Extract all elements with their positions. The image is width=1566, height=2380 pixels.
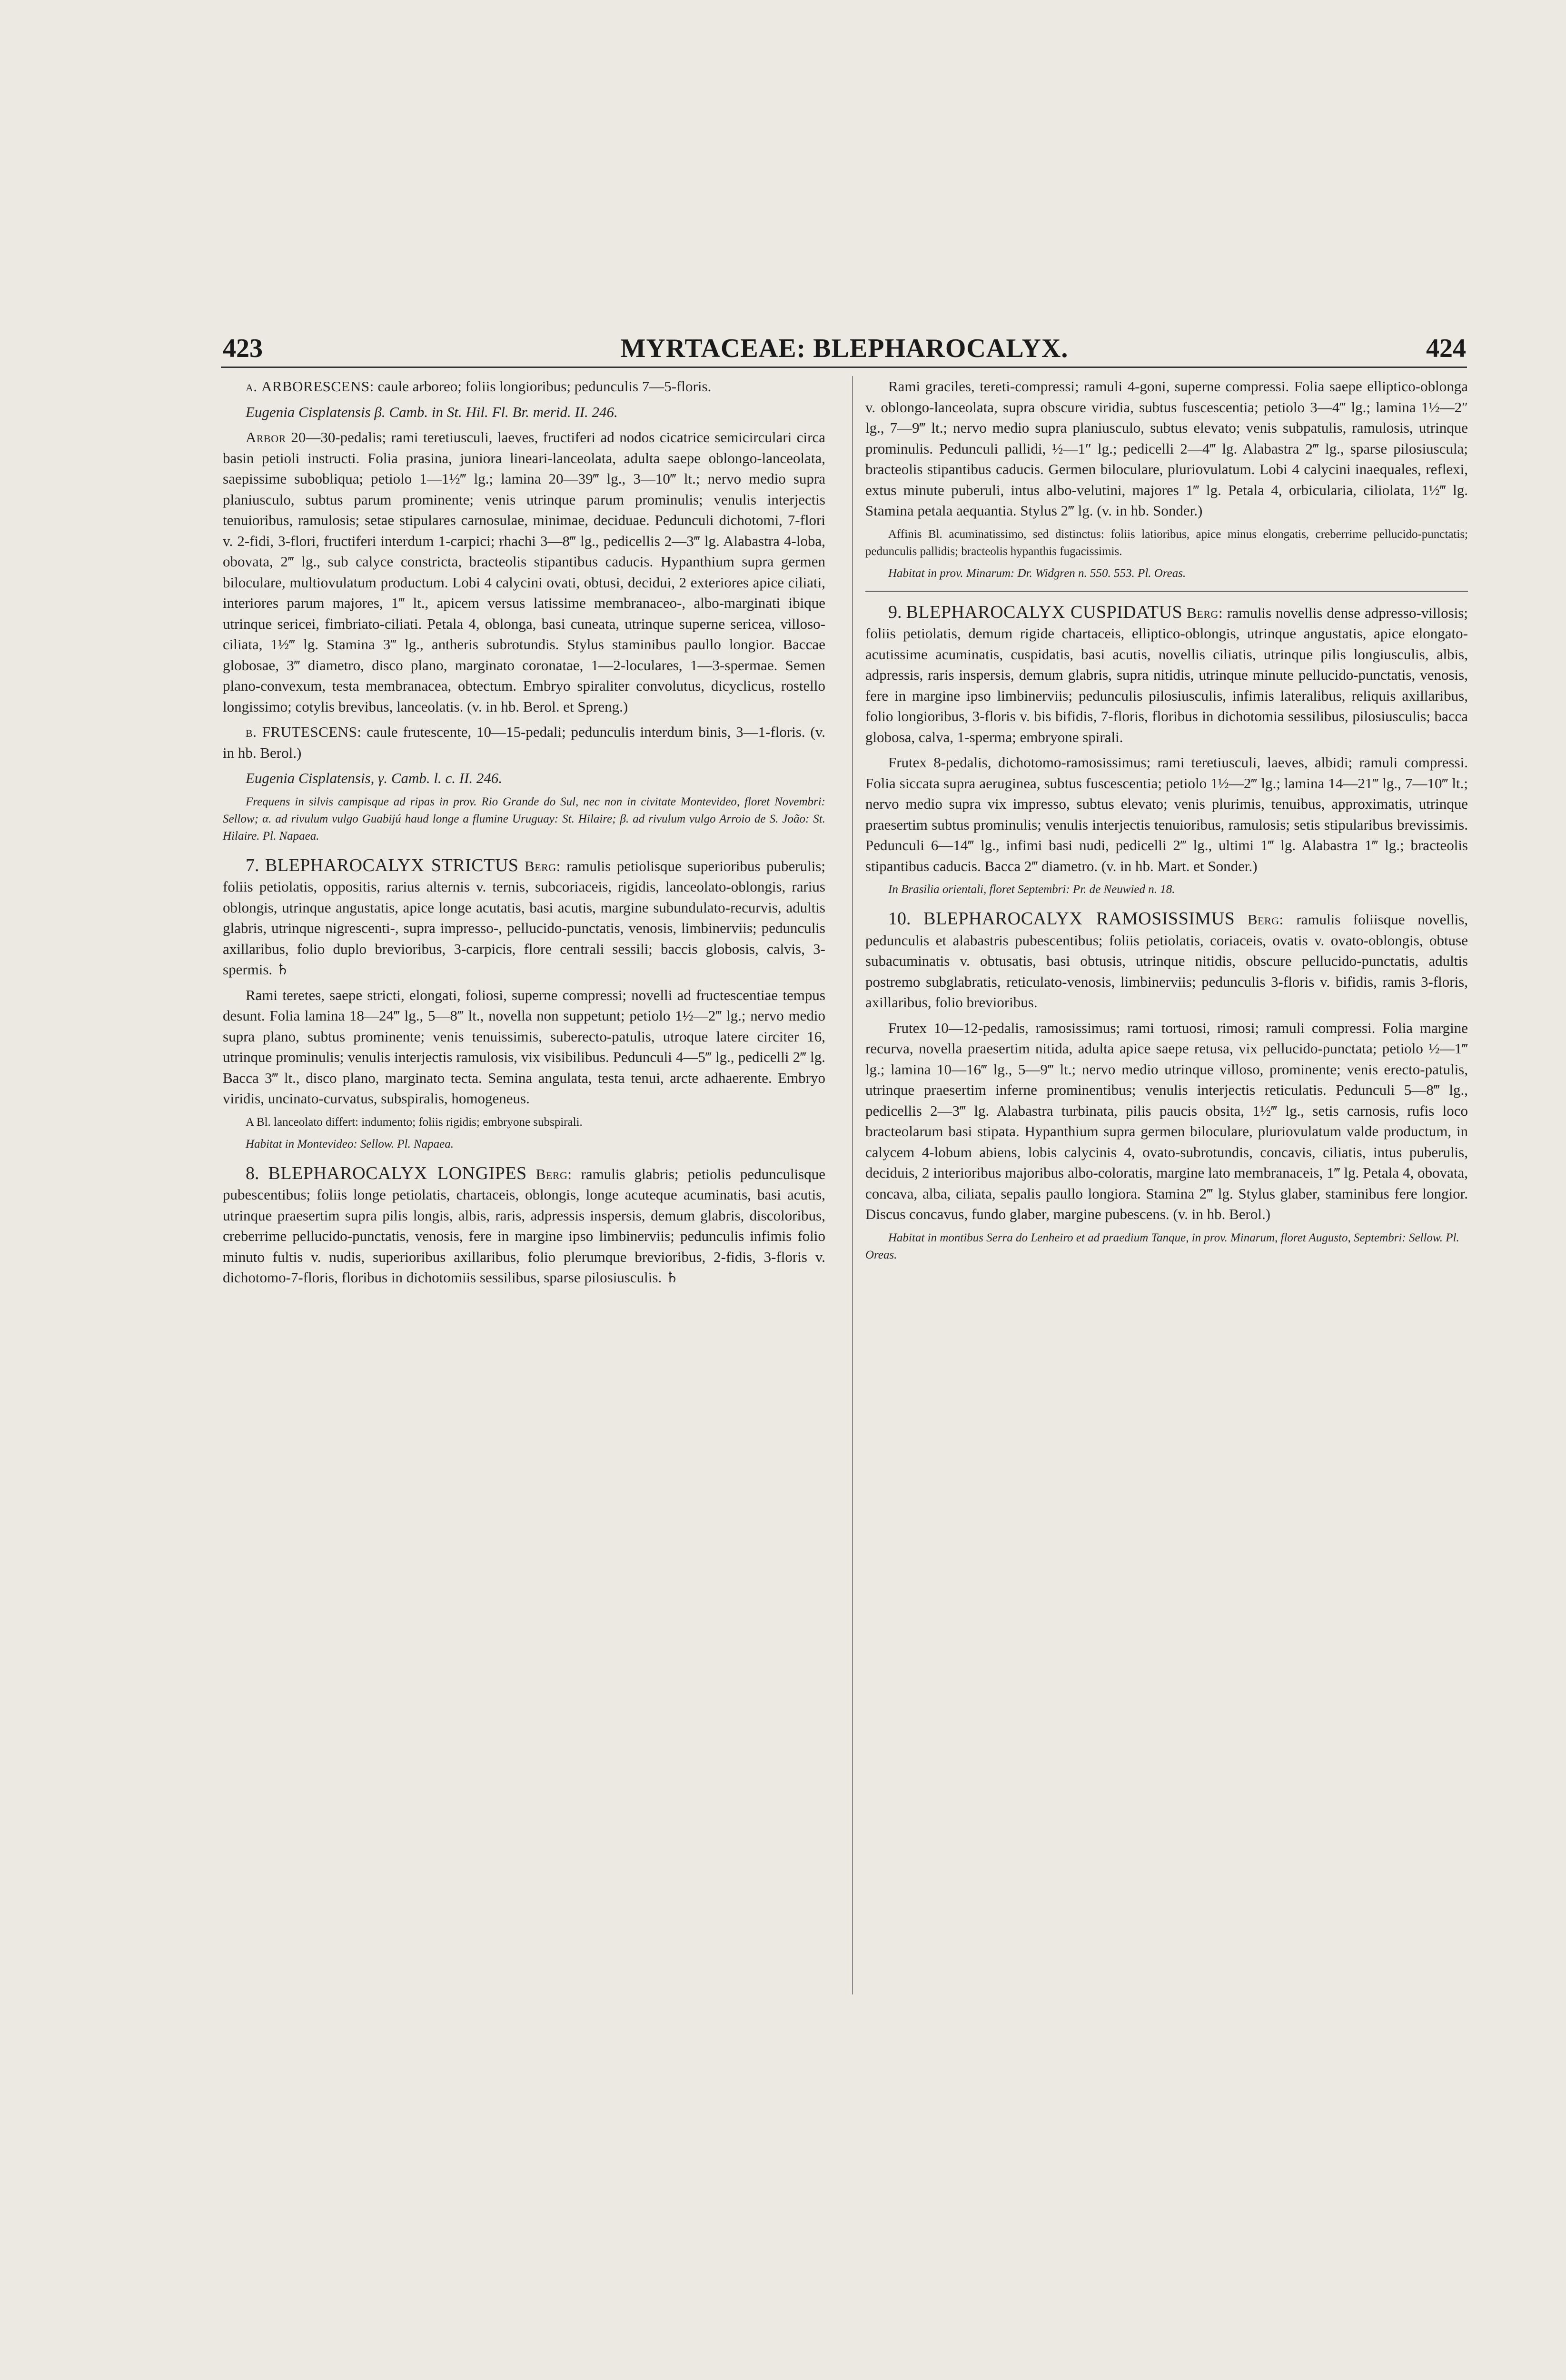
variety-alpha: α. ARBORESCENS: caule arboreo; foliis longioribus; pedunculis 7—5-floris. <box>246 378 712 395</box>
species-8-description: Rami graciles, tereti-compressi; ramuli 4-goni, superne compressi. Folia saepe elliptico-oblonga v. oblongo-lanceolata, supra obscure viridia, subtus fuscescentia; petiolo 3—4‴ lg.; lamina 1½—2″ lg., 7—9‴ lt.; nervo medio supra planiusculo, subtus elevato; venis subpatulis, ramulosis, utrinque prominulis. Pedunculi pallidi, ½—1″ lg.; pedicelli 2—4‴ lg. Alabastra 2‴ lg., sparse pilosiuscula; bracteolis stipantibus caducis. Germen biloculare, pluriovulatum. Lobi 4 calycini inaequales, reflexi, extus minute puberuli, intus albo-velutini, majores 1‴ lg. Petala 4, orbicularia, ciliolata, 1½‴ lg. Stamina petala aequantia. Stylus 2‴ lg. (v. in hb. Sonder.) <box>865 378 1468 519</box>
species-7-diagnosis: 7. BLEPHAROCALYX STRICTUS Berg: ramulis petiolisque superioribus puberulis; foliis petiolatis, oppositis, rarius alternis v. ternis, subcoriaceis, rigidis, lanceolato-oblongis, rarius oblongis, utrinque angustatis, apice longe acutatis, basi acutis, margine subundulato-recurvis, adultis glabris, utrinque nigrescenti-, supra impresso-, pellucido-punctatis, venosis, limbinerviis; pedunculis axillaribus, folio duplo brevioribus, 3-carpicis, flore centrali sessili; baccis globosis, calvis, 3-spermis. ♄ <box>223 855 826 978</box>
species-8-habitat: Habitat in prov. Minarum: Dr. Widgren n. 550. 553. Pl. Oreas. <box>888 566 1186 580</box>
section-rule <box>865 591 1468 592</box>
running-title: MYRTACEAE: BLEPHAROCALYX. <box>620 334 1069 363</box>
variety-beta: β. FRUTESCENS: caule frutescente, 10—15-pedali; pedunculis interdum binis, 3—1-floris. (v. in hb. Berol.) <box>223 724 825 761</box>
species-7-description: Rami teretes, saepe stricti, elongati, foliosi, superne compressi; novelli ad fructescentiae tempus desunt. Folia lamina 18—24‴ lg., 5—8‴ lt., novella non suppetunt; petiolo 1½—2‴ lg.; nervo medio supra plano, subtus prominente; venis tenuissimis, suberecto-patulis, utroque latere circiter 16, utrinque prominulis; venulis interjectis ramulosis, vix visibilibus. Pedunculi 4—5‴ lg., pedicelli 2‴ lg. Bacca 3‴ lt., disco plano, marginato tecta. Semina angulata, testa tenui, arcte adhaerente. Embryo viridis, uncinato-curvatus, subspiralis, homogeneus. <box>223 986 825 1107</box>
species-7-note: A Bl. lanceolato differt: indumento; foliis rigidis; embryone subspirali. <box>246 1115 583 1129</box>
species-9-description: Frutex 8-pedalis, dichotomo-ramosissimus; rami teretiusculi, laeves, albidi; ramuli compressi. Folia siccata supra aeruginea, subtus fuscescentia; petiolo 1½—2‴ lg.; lamina 14—21‴ lg., 7—10‴ lt.; nervo medio supra vix impresso, subtus elevato; venis plurimis, tenuibus, approximatis, utrinque praesertim subtus prominulis; venulis interjectis tenuioribus, ramulosis; setis stipularibus brevissimis. Pedunculi 6—14‴ lg., infimi basi nudi, pedicelli 2‴ lg., ultimi 1‴ lg. Alabastra 1‴ lg.; bracteolis stipantibus caducis. Bacca 2‴ diametro. (v. in hb. Mart. et Sonder.) <box>865 754 1468 874</box>
left-column <box>223 376 825 1293</box>
page-number-left: 423 <box>223 334 263 363</box>
species-10-diagnosis: 10. BLEPHAROCALYX RAMOSISSIMUS Berg: ramulis foliisque novellis, pedunculis et alabastris pubescentibus; foliis petiolatis, coriaceis, ovatis v. ovato-oblongis, obtuse subacuminatis v. obtusatis, basi obtusis, utrinque nitidis, obscure pellucido-punctatis, adultis postremo subglabratis, reticulato-venosis, limbinerviis; pedunculis 3-floris v. bifidis, ramis 3-floris, axillaribus, folio brevioribus. <box>865 909 1468 1011</box>
column-divider <box>852 376 853 1994</box>
right-column <box>865 376 1468 1269</box>
page-number-right: 424 <box>1426 334 1466 363</box>
synonym-2: Eugenia Cisplatensis, γ. Camb. l. c. II. 246. <box>246 770 503 786</box>
habitat-6: Frequens in silvis campisque ad ripas in prov. Rio Grande do Sul, nec non in civitate Montevideo, floret Novembri: Sellow; α. ad rivulum vulgo Guabijú haud longe a flumine Uruguay: St. Hilaire; β. ad rivulum vulgo Arroio de S. João: St. Hilaire. Pl. Napaea. <box>223 795 825 843</box>
header-rule <box>221 367 1467 368</box>
species-8-diagnosis: 8. BLEPHAROCALYX LONGIPES Berg: ramulis glabris; petiolis pedunculisque pubescentibus; foliis longe petiolatis, chartaceis, oblongis, longe acuteque acuminatis, basi acutis, utrinque praesertim supra pilis longis, albis, raris, adpressis inspersis, demum glabris, discoloribus, creberrime pellucido-punctatis, venosis, fere in margine ipso limbinerviis; pedunculis infimis folio minuto fultis v. nudis, superioribus axillaribus, folio plerumque brevioribus, 2-fidis, 3-floris v. dichotomo-7-floris, floribus in dichotomiis sessilibus, sparse pilosiusculis. ♄ <box>223 1163 826 1286</box>
species-9-habitat: In Brasilia orientali, floret Septembri: Pr. de Neuwied n. 18. <box>888 883 1175 896</box>
species-8-note: Affinis Bl. acuminatissimo, sed distinctus: foliis latioribus, apice minus elongatis, creberrime pellucido-punctatis; pedunculis pallidis; bracteolis hypanthis fugacissimis. <box>865 527 1468 558</box>
species-7-habitat: Habitat in Montevideo: Sellow. Pl. Napaea. <box>246 1137 454 1150</box>
synonym-1: Eugenia Cisplatensis β. Camb. in St. Hil. Fl. Br. merid. II. 246. <box>246 403 618 420</box>
species-9-diagnosis: 9. BLEPHAROCALYX CUSPIDATUS Berg: ramulis novellis dense adpresso-villosis; foliis petiolatis, demum rigide chartaceis, elliptico-oblongis, utrinque angustatis, apice elongato-acutissime acuminatis, cuspidatis, basi acutis, novellis ciliatis, utrinque pilis longiusculis, albis, adpressis, raris inspersis, demum glabris, supra nitidis, utrinque minute pellucido-punctatis, venosis, fere in margine ipso limbinerviis; pedunculis pilosiusculis, infimis lateralibus, reliquis axillaribus, folio longioribus, 3-floris v. bis bifidis, 7-floris, floribus in dichotomia sessilibus, pilosiusculis; bacca globosa, calva, 1-sperma; embryone spirali. <box>865 602 1468 745</box>
arbor-description: Arbor 20—30-pedalis; rami teretiusculi, laeves, fructiferi ad nodos cicatrice semicirculari circa basin petioli instructi. Folia prasina, juniora lineari-lanceolata, adulta saepe oblongo-lanceolata, saepissime subobliqua; petiolo 1—1½‴ lg.; lamina 20—39‴ lg., 3—10‴ lt.; nervo medio supra planiusculo, subtus parum prominente; venis utrinque parum prominulis; venulis interjectis tenuioribus, ramulosis; setae stipulares carnosulae, minimae, deciduae. Pedunculi dichotomi, 7-flori v. 2-fidi, 3-flori, fructiferi interdum 1-carpici; rhachi 3—8‴ lg., pedicellis 2—3‴ lg. Alabastra 4-loba, obovata, 2‴ lg., sub calyce constricta, bracteolis stipantibus caducis. Hypanthium supra germen biloculare, multiovulatum productum. Lobi 4 calycini ovati, obtusi, decidui, 2 exteriores apice ciliati, interiores parum majores, 1‴ lt., apicem versus latissime membranaceo-, albo-marginati ibique utrinque sericei, fimbriato-ciliati. Petala 4, oblonga, basi cuneata, utrinque superne sericea, villoso-ciliata, 1½‴ lg. Stamina 3‴ lg., antheris subrotundis. Stylus staminibus paullo longior. Baccae globosae, 3‴ diametro, disco plano, marginato coronatae, 1—2-loculares, 1—3-spermae. Semen plano-convexum, testa membranacea, obtectum. Embryo spiraliter convolutus, dicyclicus, rostello longissimo; cotylis brevibus, lanceolatis. (v. in hb. Berol. et Spreng.) <box>223 429 826 715</box>
page-header <box>223 333 1466 362</box>
species-10-habitat: Habitat in montibus Serra do Lenheiro et ad praedium Tanque, in prov. Minarum, floret Augusto, Septembri: Sellow. Pl. Oreas. <box>865 1231 1459 1261</box>
species-10-description: Frutex 10—12-pedalis, ramosissimus; rami tortuosi, rimosi; ramuli compressi. Folia margine recurva, novella praesertim nitida, adulta apice saepe retusa, vix pellucido-punctata; petiolo ½—1‴ lg.; lamina 10—16‴ lg., 5—9‴ lt.; nervo medio utrinque villoso, prominente; venis erecto-patulis, utrinque praesertim inferne prominentibus; venulis interjectis reticulatis. Pedunculi 5—8‴ lg., pedicellis 2—3‴ lg. Alabastra turbinata, pilis paucis obsita, 1½‴ lg., setis carnosis, rufis loco bracteolarum basi stipata. Hypanthium supra germen biloculare, pluriovulatum valde productum, in calycem 4-lobum abiens, lobis calycinis 4, ovato-subrotundis, concavis, ciliatis, intus puberulis, deciduis, 2 interioribus majoribus albo-coloratis, margine lato membranaceis, 1‴ lg. Petala 4, obovata, concava, alba, ciliata, sepalis paullo longiora. Stamina 2‴ lg. Stylus glaber, staminibus fere longior. Discus concavus, fundo glaber, margine pubescens. (v. in hb. Berol.) <box>865 1019 1468 1222</box>
